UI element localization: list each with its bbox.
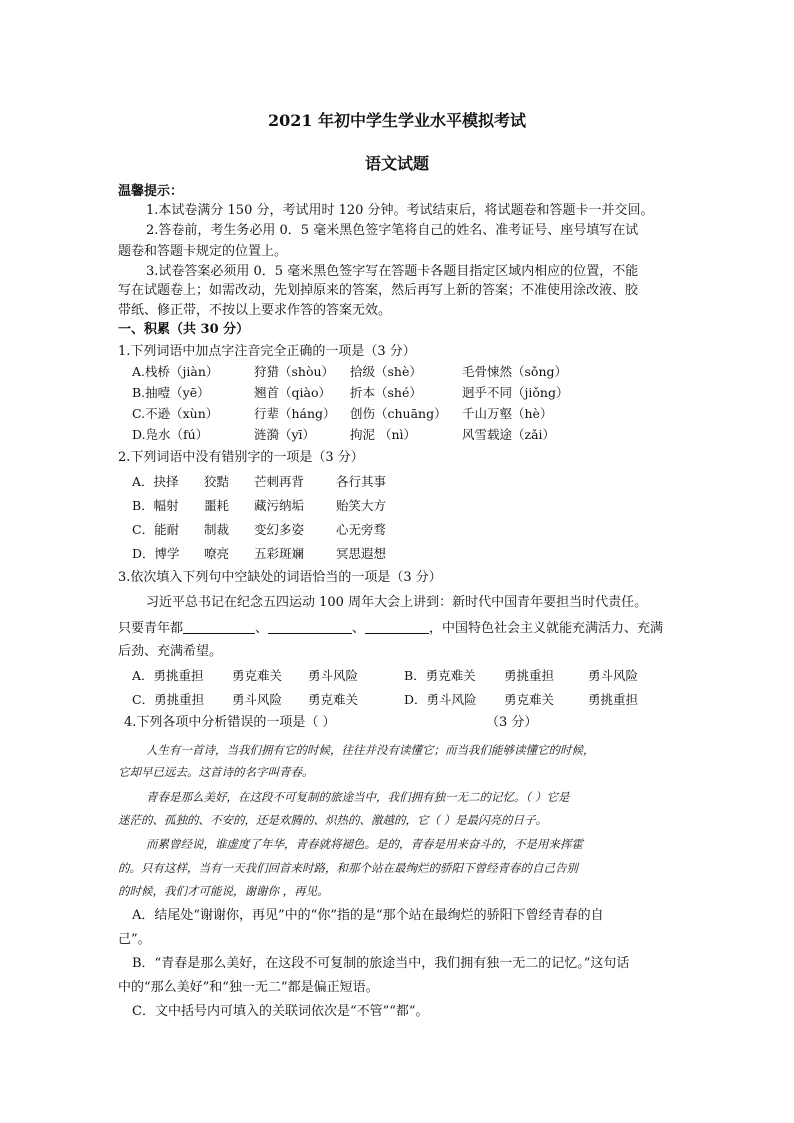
hint-line: 题卷和答题卡规定的位置上。: [118, 244, 288, 259]
q4-option-line: 己”。: [118, 932, 151, 947]
q3-option: 勇挑重担: [588, 692, 639, 707]
hint-line: 1.本试卷满分 150 分，考试用时 120 分钟。考试结束后，将试题卷和答题卡一并交回。: [146, 203, 654, 218]
q4-passage-line: 的时候，我们才可能说，谢谢你 ，再见。: [118, 884, 329, 898]
exam-title: 2021 年初中学生学业水平模拟考试: [267, 111, 527, 130]
q4-option-line: 中的“那么美好”和“独一无二”都是偏正短语。: [118, 980, 379, 995]
q3-option: 勇斗风险: [232, 692, 283, 707]
q4-passage-line: 它却早已远去。这首诗的名字叫青春。: [118, 765, 314, 779]
q1-word: 创伤（chuāng）: [350, 406, 447, 421]
section-heading: 一、积累（共 30 分）: [118, 322, 250, 337]
q2-word: D．博学: [132, 546, 180, 561]
q3-option: 勇克难关: [232, 668, 283, 683]
q1-word: 毛骨悚然（sǒng）: [462, 364, 567, 379]
hint-heading: 温馨提示：: [118, 184, 184, 199]
q2-word: 狡黠: [204, 474, 230, 489]
q3-fill-separator: 、: [352, 621, 366, 636]
hint-line: 写在试题卷上；如需改动，先划掉原来的答案，然后再写上新的答案；不准使用涂改液、胶: [118, 283, 639, 298]
q4-option-line: A．结尾处“谢谢你，再见”中的“你”指的是“那个站在最绚烂的骄阳下曾经青春的自: [132, 908, 604, 923]
q2-word: 心无旁骛: [336, 522, 387, 537]
hint-line: 3.试卷答案必须用 0．5 毫米黑色签字写在答题卡各题目指定区域内相应的位置，不能: [146, 264, 639, 279]
hint-line: 带纸、修正带，不按以上要求作答的答案无效。: [118, 303, 392, 318]
q3-fill-text: ，中国特色社会主义就能充满活力、充满: [429, 621, 664, 636]
q4-passage-line: 人生有一首诗，当我们拥有它的时候，往往并没有读懂它；而当我们能够读懂它的时候，: [146, 743, 595, 757]
q2-word: 冥思遐想: [336, 546, 387, 561]
q4-option-line: B．“青春是那么美好，在这段不可复制的旅途当中，我们拥有独一无二的记忆。”这句话: [132, 956, 630, 971]
q3-passage-line: 后劲、充满希望。: [118, 644, 223, 659]
q4-passage-line: 而累曾经说，谁虚度了年华，青春就将褪色。是的，青春是用来奋斗的，不是用来挥霍: [146, 837, 583, 851]
q1-word: 拘泥 （nì）: [350, 427, 417, 442]
answer-blank: [183, 619, 255, 634]
q2-word: 变幻多姿: [254, 522, 305, 537]
question-4-score: （3 分）: [486, 715, 538, 730]
answer-blank: [365, 619, 429, 634]
q3-option: 勇斗风险: [588, 668, 639, 683]
q2-word: 制裁: [204, 522, 230, 537]
q4-option-line: C．文中括号内可填入的关联词依次是“不管”“都”。: [132, 1004, 429, 1019]
answer-blank: [268, 619, 352, 634]
question-1-stem: 1.下列词语中加点字注音完全正确的一项是（3 分）: [118, 344, 416, 359]
q1-word: D.凫水（fú）: [132, 427, 209, 442]
q1-word: 折本（shé）: [350, 385, 422, 400]
q3-option: B．勇克难关: [404, 668, 476, 683]
question-3-stem: 3.依次填入下列句中空缺处的词语恰当的一项是（3 分）: [118, 570, 442, 585]
q2-word: 五彩斑斓: [254, 546, 305, 561]
q2-word: 嘹亮: [204, 546, 230, 561]
q2-word: 噩耗: [204, 498, 230, 513]
q4-passage-line: 青春是那么美好，在这段不可复制的旅途当中，我们拥有独一无二的记忆。（ ）它是: [146, 790, 570, 804]
q3-passage-line: 习近平总书记在纪念五四运动 100 周年大会上讲到：新时代中国青年要担当时代责任。: [146, 595, 648, 610]
q1-word: B.抽噎（yē）: [132, 385, 210, 400]
q3-option: 勇克难关: [308, 692, 359, 707]
q1-word: 风雪载途（zǎi）: [462, 427, 556, 442]
q1-word: 翘首（qiào）: [254, 385, 331, 400]
q4-passage-line: 迷茫的、孤独的、不安的，还是欢腾的、炽热的、激越的，它（ ）是最闪亮的日子。: [118, 813, 548, 827]
q1-word: 千山万壑（hè）: [462, 406, 553, 421]
q2-word: 藏污纳垢: [254, 498, 305, 513]
q1-word: A.栈桥（jiàn）: [132, 364, 219, 379]
q3-option: C．勇挑重担: [132, 692, 205, 707]
question-2-stem: 2.下列词语中没有错别字的一项是（3 分）: [118, 450, 364, 465]
q3-fill-separator: 、: [255, 621, 269, 636]
q3-fill-text: 只要青年都: [118, 621, 184, 636]
q3-option: D．勇斗风险: [404, 692, 477, 707]
q1-word: 行辈（háng）: [254, 406, 336, 421]
q1-word: 拾级（shè）: [350, 364, 422, 379]
q2-word: A．抉择: [132, 474, 179, 489]
q3-fill-line: [118, 619, 663, 638]
q2-word: 贻笑大方: [336, 498, 387, 513]
q3-option: 勇斗风险: [308, 668, 359, 683]
q1-word: 涟漪（yī）: [254, 427, 316, 442]
q1-word: 迥乎不同（jiǒng）: [462, 385, 569, 400]
q4-passage-line: 的。只有这样，当有一天我们回首来时路，和那个站在最绚烂的骄阳下曾经青春的自己告别: [118, 861, 578, 875]
q2-word: C．能耐: [132, 522, 180, 537]
hint-line: 2.答卷前，考生务必用 0．5 毫米黑色签字笔将自己的姓名、准考证号、座号填写在试: [146, 223, 639, 238]
q1-word: C.不逊（xùn）: [132, 406, 219, 421]
question-4-stem: 4.下列各项中分析错误的一项是（ ）: [124, 715, 336, 730]
q2-word: 各行其事: [336, 474, 387, 489]
q2-word: 芒刺再背: [254, 474, 305, 489]
q1-word: 狩猎（shòu）: [254, 364, 335, 379]
q3-option: 勇挑重担: [504, 668, 555, 683]
exam-subject: 语文试题: [364, 154, 429, 173]
q3-option: A．勇挑重担: [132, 668, 204, 683]
q2-word: B．幅射: [132, 498, 179, 513]
q3-option: 勇克难关: [504, 692, 555, 707]
